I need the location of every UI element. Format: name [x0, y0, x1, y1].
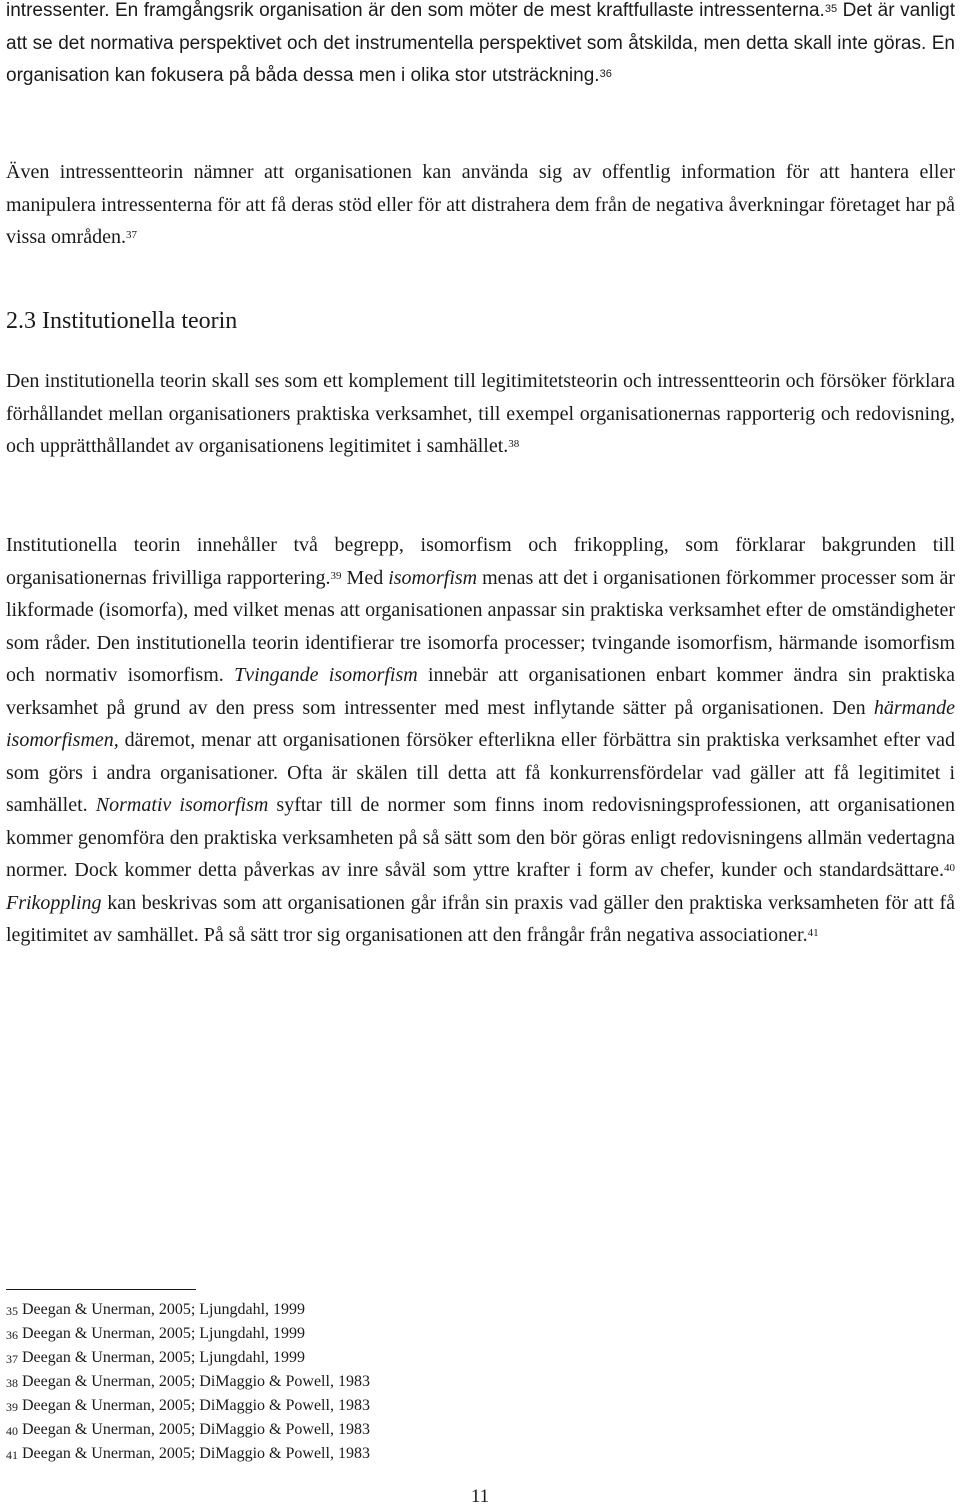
footnote-number: 40: [6, 1424, 18, 1438]
footnote-text: Deegan & Unerman, 2005; Ljungdahl, 1999: [22, 1301, 306, 1318]
paragraph-isomorphism: [6, 529, 955, 952]
footnote-ref: 40: [944, 862, 955, 874]
footnote-item: [6, 1442, 706, 1466]
footnote-item: [6, 1346, 706, 1370]
footnote-item: [6, 1394, 706, 1418]
footnote-item: [6, 1370, 706, 1394]
footnote-ref: 41: [807, 927, 819, 939]
footnote-ref: 38: [508, 438, 520, 450]
footnote-text: Deegan & Unerman, 2005; DiMaggio & Powell, 1983: [22, 1373, 370, 1390]
paragraph-text: däremot, menar att organisationen försöker efterlikna eller förbättra sin praktiska verksamhet efter vad som görs i andra organisationer. Ofta är skälen till detta att få konkurrensfördelar vad gäller att få legitimitet i samhället.: [6, 729, 955, 816]
term-frikoppling: Frikoppling: [6, 891, 102, 914]
paragraph-intro: [6, 0, 955, 93]
footnote-ref: 36: [599, 68, 612, 80]
footnote-text: Deegan & Unerman, 2005; Ljungdahl, 1999: [22, 1349, 306, 1366]
paragraph-text: kan beskrivas som att organisationen går ifrån sin praxis vad gäller den praktiska verksamheten för att få legitimitet av samhället. På så sätt tror sig organisationen att den frångår från negativa associationer.: [6, 891, 955, 946]
paragraph-text: intressenterna.: [699, 0, 825, 21]
paragraph-stakeholder: [6, 156, 955, 254]
footnote-text: Deegan & Unerman, 2005; DiMaggio & Powell, 1983: [22, 1421, 370, 1438]
footnote-item: [6, 1322, 706, 1346]
footnote-ref: 35: [824, 3, 838, 15]
paragraph-text: intressenter. En framgångsrik organisation är den som möter de mest kraftfullaste: [6, 0, 694, 21]
footnote-item: [6, 1298, 706, 1322]
paragraph-text: Den institutionella teorin skall ses som ett komplement till legitimitetsteorin och intressentteorin och försöker förklara förhållandet mellan organisationers praktiska verksamhet, till exempel organisationernas rapporterig och redovisning, och upprätthållandet av organisationens legitimitet i samhället.: [6, 370, 955, 457]
term-normativ: Normativ isomorfism: [95, 794, 269, 816]
paragraph-text: Även intressentteorin nämner att organisationen kan använda sig av offentlig information för att hantera eller manipulera intressenterna för att få deras stöd eller för att distrahera dem från de negativa åverkningar företaget har på vissa områden.: [6, 161, 955, 248]
paragraph-text: Det är vanligt att se det normativa perspektivet och det instrumentella perspektivet som åtskilda, men detta skall inte göras. En organisation kan fokusera på båda dessa men i olika stor utsträckning.: [6, 0, 955, 86]
paragraph-text: innebär att organisationen enbart kommer ändra sin praktiska verksamhet på grund av den press som intressenter med mest inflytande sätter på organisationen. Den: [6, 664, 955, 719]
paragraph-institutional: [6, 365, 955, 463]
footnote-number: 39: [6, 1400, 18, 1414]
term-tvingande: Tvingande isomorfism: [234, 664, 418, 686]
footnote-ref: 39: [330, 569, 342, 582]
term-harmande: härmande isomorfismen,: [6, 696, 955, 751]
footnote-text: Deegan & Unerman, 2005; Ljungdahl, 1999: [22, 1325, 306, 1342]
footnote-divider: [6, 1289, 196, 1290]
footnote-number: 36: [6, 1328, 18, 1342]
section-heading: 2.3 Institutionella teorin: [6, 308, 238, 334]
term-isomorfism: isomorfism: [388, 566, 478, 589]
footnote-number: 35: [6, 1304, 18, 1318]
footnote-number: 37: [6, 1352, 18, 1366]
paragraph-text: menas att det i organisationen förkommer processer som är likformade (isomorfa), med vilket menas att organisationen anpassar sin praktiska verksamhet efter de omständigheter som råder. Den institutionella teorin identifierar tre isomorfa processer; tvingande isomorfism, härmande isomorfism och normativ isomorfism.: [6, 566, 955, 686]
footnote-item: [6, 1418, 706, 1442]
footnote-ref: 37: [125, 229, 137, 241]
footnote-text: Deegan & Unerman, 2005; DiMaggio & Powell, 1983: [22, 1445, 370, 1462]
footnote-text: Deegan & Unerman, 2005; DiMaggio & Powell, 1983: [22, 1397, 370, 1414]
footnote-list: [6, 1298, 706, 1466]
footnote-number: 38: [6, 1376, 18, 1390]
paragraph-text: syftar till de normer som finns inom redovisningsprofessionen, att organisationen kommer genomföra den praktiska verksamheten på så sätt som den bör göras enligt redovisningens allmän vedertagna normer. Dock kommer detta påverkas av inre såväl som yttre krafter i form av chefer, kunder och standardsättare.: [6, 794, 956, 881]
page-number: 11: [470, 1486, 490, 1507]
paragraph-text: Institutionella teorin innehåller två begrepp, isomorfism och frikoppling, som förklarar bakgrunden till organisationernas frivilliga rapportering.: [6, 534, 955, 589]
paragraph-text: Med: [341, 566, 389, 589]
footnote-number: 41: [6, 1448, 18, 1462]
